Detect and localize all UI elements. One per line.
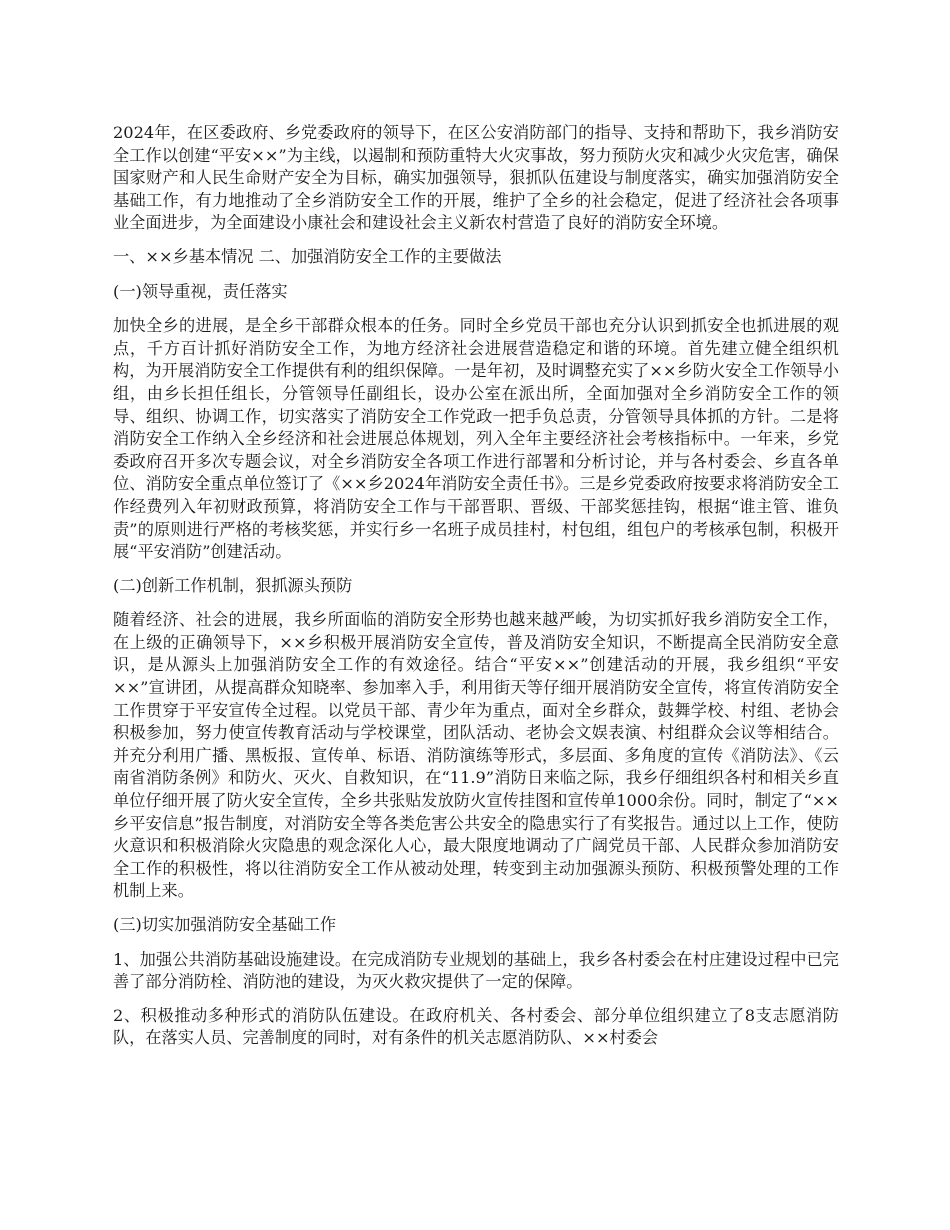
leadership-paragraph: 加快全乡的进展，是全乡干部群众根本的任务。同时全乡党员干部也充分认识到抓安全也抓进展的观点，千方百计抓好消防安全工作，为地方经济社会进展营造稳定和谐的环境。首先建立健全组织机构，为开展消防安全工作提供有利的组织保障。一是年初，及时调整充实了××乡防火安全工作领导小组，由乡长担任组长，分管领导任副组长，设办公室在派出所，全面加强对全乡消防安全工作的领导、组织、协调工作，切实落实了消防安全工作党政一把手负总责，分管领导具体抓的方针。二是将消防安全工作纳入全乡经济和社会进展总体规划，列入全年主要经济社会考核指标中。一年来，乡党委政府召开多次专题会议，对全乡消防安全各项工作进行部署和分析讨论，并与各村委会、乡直各单位、消防安全重点单位签订了《××乡2024年消防安全责任书》。三是乡党委政府按要求将消防安全工作经费列入年初财政预算，将消防安全工作与干部晋职、晋级、干部奖惩挂钩，根据“谁主管、谁负责”的原则进行严格的考核奖惩，并实行乡一名班子成员挂村，村包组，组包户的考核承包制，积极开展“平安消防”创建活动。 <box>113 316 839 562</box>
subsection-heading-mechanism: (二)创新工作机制，狠抓源头预防 <box>113 575 353 595</box>
section-heading-basic-and-measures: 一、××乡基本情况 二、加强消防安全工作的主要做法 <box>113 246 502 266</box>
subsection-heading-foundation: (三)切实加强消防安全基础工作 <box>113 915 337 934</box>
infrastructure-paragraph: 1、加强公共消防基础设施建设。在完成消防专业规划的基础上，我乡各村委会在村庄建设过程中已完善了部分消防栓、消防池的建设，为灭火救灾提供了一定的保障。 <box>113 949 839 992</box>
intro-paragraph: 2024年，在区委政府、乡党委政府的领导下，在区公安消防部门的指导、支持和帮助下，我乡消防安全工作以创建“平安××”为主线，以遏制和预防重特大火灾事故，努力预防火灾和减少火灾危害，确保国家财产和人民生命财产安全为目标，确实加强领导，狠抓队伍建设与制度落实，确实加强消防安全基础工作，有力地推动了全乡消防安全工作的开展，维护了全乡的社会稳定，促进了经济社会各项事业全面进步，为全面建设小康社会和建设社会主义新农村营造了良好的消防安全环境。 <box>113 123 839 233</box>
mechanism-paragraph: 随着经济、社会的进展，我乡所面临的消防安全形势也越来越严峻，为切实抓好我乡消防安全工作，在上级的正确领导下，××乡积极开展消防安全宣传，普及消防安全知识，不断提高全民消防安全意识，是从源头上加强消防安全工作的有效途径。结合“平安××”创建活动的开展，我乡组织“平安××”宣讲团，从提高群众知晓率、参加率入手，利用街天等仔细开展消防安全宣传，将宣传消防安全工作贯穿于平安宣传全过程。以党员干部、青少年为重点，面对全乡群众，鼓舞学校、村组、老协会积极参加，努力使宣传教育活动与学校课堂，团队活动、老协会文娱表演、村组群众会议等相结合。并充分利用广播、黑板报、宣传单、标语、消防演练等形式，多层面、多角度的宣传《消防法》、《云南省消防条例》和防火、灭火、自救知识，在“11.9”消防日来临之际，我乡仔细组织各村和相关乡直单位仔细开展了防火安全宣传，全乡共张贴发放防火宣传挂图和宣传单1000余份。同时，制定了“××乡平安信息”报告制度，对消防安全等各类危害公共安全的隐患实行了有奖报告。通过以上工作，使防火意识和积极消除火灾隐患的观念深化人心，最大限度地调动了广阔党员干部、人民群众参加消防安全工作的积极性，将以往消防安全工作从被动处理，转变到主动加强源头预防、积极预警处理的工作机制上来。 <box>113 610 839 901</box>
fire-brigade-paragraph: 2、积极推动多种形式的消防队伍建设。在政府机关、各村委会、部分单位组织建立了8支志愿消防队，在落实人员、完善制度的同时，对有条件的机关志愿消防队、××村委会 <box>113 1005 839 1048</box>
subsection-heading-leadership: (一)领导重视，责任落实 <box>113 281 288 301</box>
document-body <box>113 122 839 1061</box>
